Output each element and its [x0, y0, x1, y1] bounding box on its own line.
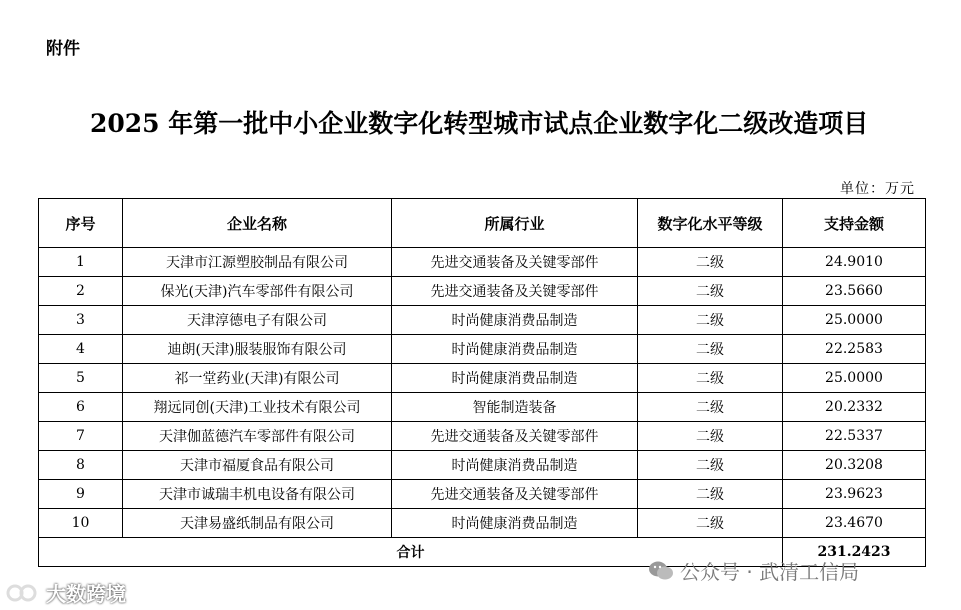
header-amount: 支持金额 [783, 199, 926, 248]
attachment-label: 附件 [46, 39, 80, 59]
cell-amount: 23.5660 [783, 277, 926, 306]
unit-label: 单位：万元 [840, 181, 915, 197]
cell-index: 8 [39, 451, 123, 480]
cell-amount: 22.5337 [783, 422, 926, 451]
cell-industry: 时尚健康消费品制造 [392, 335, 638, 364]
cell-industry: 时尚健康消费品制造 [392, 306, 638, 335]
cell-amount: 20.2332 [783, 393, 926, 422]
cell-level: 二级 [638, 509, 783, 538]
cell-company: 天津伽蓝德汽车零部件有限公司 [123, 422, 392, 451]
cell-company: 天津市诚瑞丰机电设备有限公司 [123, 480, 392, 509]
cell-index: 5 [39, 364, 123, 393]
cell-company: 迪朗(天津)服装服饰有限公司 [123, 335, 392, 364]
table-row [39, 480, 926, 509]
table-row [39, 451, 926, 480]
cell-level: 二级 [638, 480, 783, 509]
cell-company: 天津市福厦食品有限公司 [123, 451, 392, 480]
table-row [39, 335, 926, 364]
cell-amount: 24.9010 [783, 248, 926, 277]
cell-amount: 23.4670 [783, 509, 926, 538]
cell-company: 保光(天津)汽车零部件有限公司 [123, 277, 392, 306]
project-table [38, 198, 926, 567]
cell-company: 天津易盛纸制品有限公司 [123, 509, 392, 538]
cell-amount: 22.2583 [783, 335, 926, 364]
cell-company: 天津淳德电子有限公司 [123, 306, 392, 335]
cell-index: 3 [39, 306, 123, 335]
cell-index: 10 [39, 509, 123, 538]
wechat-watermark-text: 公众号 · 武清工信局 [680, 560, 860, 584]
cell-level: 二级 [638, 422, 783, 451]
table-header-row [39, 199, 926, 248]
cell-index: 9 [39, 480, 123, 509]
table-row [39, 422, 926, 451]
cell-amount: 25.0000 [783, 364, 926, 393]
cell-amount: 20.3208 [783, 451, 926, 480]
cell-level: 二级 [638, 451, 783, 480]
header-index: 序号 [39, 199, 123, 248]
total-label: 合计 [39, 538, 783, 567]
cell-index: 7 [39, 422, 123, 451]
cell-company: 祁一堂药业(天津)有限公司 [123, 364, 392, 393]
cell-level: 二级 [638, 393, 783, 422]
cell-industry: 时尚健康消费品制造 [392, 509, 638, 538]
cell-level: 二级 [638, 306, 783, 335]
cell-index: 6 [39, 393, 123, 422]
table-row [39, 393, 926, 422]
header-industry: 所属行业 [392, 199, 638, 248]
cell-industry: 时尚健康消费品制造 [392, 451, 638, 480]
cell-industry: 先进交通装备及关键零部件 [392, 277, 638, 306]
header-level: 数字化水平等级 [638, 199, 783, 248]
cell-company: 天津市江源塑胶制品有限公司 [123, 248, 392, 277]
cell-amount: 23.9623 [783, 480, 926, 509]
cell-industry: 先进交通装备及关键零部件 [392, 480, 638, 509]
cell-index: 2 [39, 277, 123, 306]
cell-index: 1 [39, 248, 123, 277]
table-row [39, 277, 926, 306]
table-row [39, 306, 926, 335]
brand-watermark [6, 578, 126, 607]
cell-company: 翔远同创(天津)工业技术有限公司 [123, 393, 392, 422]
cell-industry: 先进交通装备及关键零部件 [392, 422, 638, 451]
brand-watermark-text: 大数跨境 [46, 582, 126, 606]
brand-logo-icon [6, 582, 42, 604]
cell-index: 4 [39, 335, 123, 364]
document-title: 2025 年第一批中小企业数字化转型城市试点企业数字化二级改造项目 [90, 109, 869, 138]
cell-industry: 智能制造装备 [392, 393, 638, 422]
header-company: 企业名称 [123, 199, 392, 248]
total-value: 231.2423 [783, 538, 926, 567]
table-body [39, 248, 926, 538]
table-row [39, 509, 926, 538]
cell-amount: 25.0000 [783, 306, 926, 335]
cell-industry: 时尚健康消费品制造 [392, 364, 638, 393]
wechat-icon [648, 560, 674, 582]
cell-industry: 先进交通装备及关键零部件 [392, 248, 638, 277]
cell-level: 二级 [638, 277, 783, 306]
cell-level: 二级 [638, 248, 783, 277]
table-row [39, 364, 926, 393]
cell-level: 二级 [638, 364, 783, 393]
cell-level: 二级 [638, 335, 783, 364]
wechat-watermark [648, 556, 859, 585]
table-row [39, 248, 926, 277]
